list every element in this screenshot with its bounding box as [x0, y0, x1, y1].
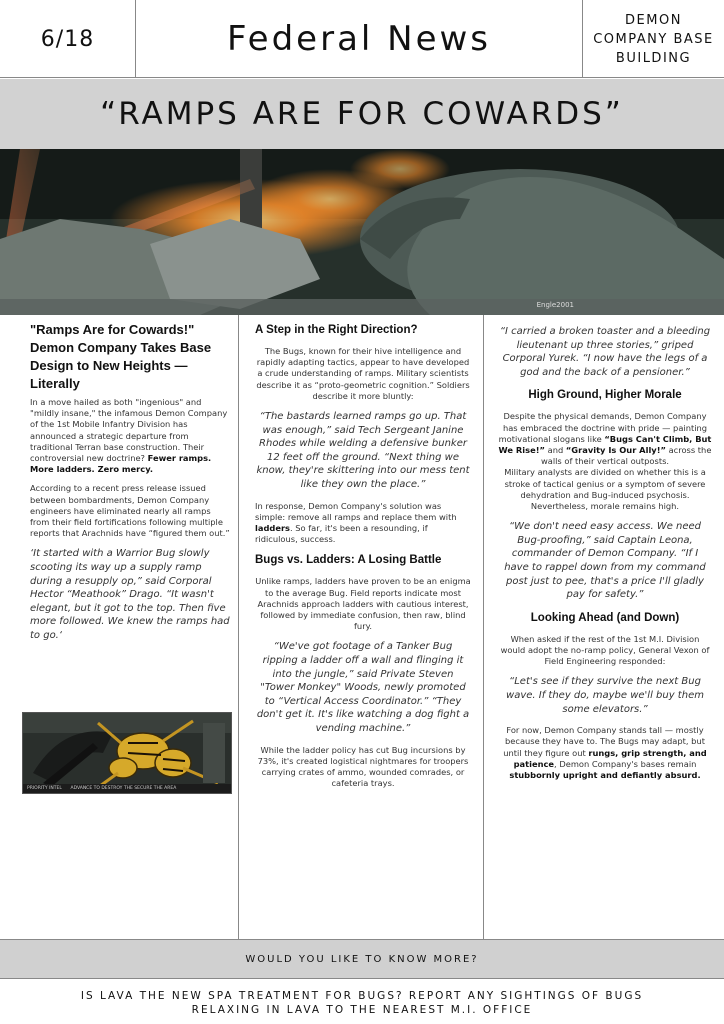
column-3	[484, 315, 724, 939]
slogan: “Gravity Is Our Ally!”	[565, 444, 666, 455]
footer-line: RELAXING IN LAVA TO THE NEAREST M.I. OFFICE	[191, 1004, 533, 1016]
location-line: DEMON	[625, 12, 682, 28]
paragraph: When asked if the rest of the 1st M.I. Division would adopt the no-ramp policy, General Vexon of Field Engineering responded:	[500, 633, 710, 667]
hero-image	[0, 149, 724, 315]
paragraph	[498, 725, 712, 781]
hero-scene-illustration	[0, 149, 724, 315]
caption-left: PRIORITY INTEL	[27, 786, 62, 791]
section-heading: A Step in the Right Direction?	[255, 324, 418, 336]
image-caption	[23, 784, 231, 793]
footer-line: IS LAVA THE NEW SPA TREATMENT FOR BUGS? REPORT ANY SIGHTINGS OF BUGS	[80, 990, 644, 1002]
footer-notice	[0, 982, 724, 1024]
paragraph-text: and	[544, 444, 566, 455]
battle-screenshot-image	[22, 712, 232, 794]
paragraph-text: . So far, it's been a resounding, if ridiculous, success.	[255, 522, 428, 545]
paragraph	[255, 501, 471, 546]
paragraph: The Bugs, known for their hive intelligence and rapidly adapting tactics, appear to have developed a crude understanding of ramps. Military scientists describe it as “proto-geometric cognition.” Soldiers describe it more bluntly:	[256, 346, 470, 401]
pull-quote: “The bastards learned ramps go up. That was enough,” said Tech Sergeant Janine Rhodes while welding a defensive bunker 12 feet off the ground. “Next thing we know, they're skittering into our mess tent like they own the place.”	[256, 411, 470, 490]
main-headline: “RAMPS ARE FOR COWARDS”	[100, 96, 624, 132]
paragraph-emphasis: stubbornly upright and defiantly absurd.	[509, 769, 701, 780]
paragraph-text: In response, Demon Company's solution was simple: remove all ramps and replace them with	[255, 500, 457, 522]
paragraph-emphasis: ladders	[255, 522, 290, 533]
bug-illustration	[23, 713, 232, 794]
paragraph-text: In a move hailed as both "ingenious" and "mildly insane," the infamous Demon Company of the 1st Mobile Infantry Division has announced a strategic departure from traditional Terran base construction. Their controversial new doctrine?	[30, 397, 228, 464]
masthead	[0, 0, 724, 78]
slogan: “Bugs Can't Climb, But We Rise!”	[498, 433, 712, 455]
column-2	[238, 315, 484, 939]
paragraph-text: Military analysts are divided on whether this is a stroke of tactical genius or a symptom of severe dehydration and Bug-induced psychosis. Nevertheless, morale remains high.	[504, 467, 706, 511]
pull-quote: “Let's see if they survive the next Bug wave. If they do, maybe we'll buy them some elevators.”	[506, 676, 704, 715]
publication-title: Federal News	[226, 19, 492, 59]
location-line: COMPANY BASE	[593, 31, 714, 47]
pull-quote: ‘It started with a Warrior Bug slowly scooting its way up a supply ramp during a resupply op,” said Corporal Hector “Meathook” Drago. “It wasn't elegant, but it got to the top. Then five more followed. We knew the ramps had to go.‘	[30, 548, 230, 641]
paragraph-text: For now, Demon Company stands tall — mostly because they have to. The Bugs may adapt, but until they figure out	[503, 725, 705, 758]
paragraph-text: across the walls of their vertical outposts.	[540, 444, 712, 467]
caption-right: ADVANCE TO DESTROY THE SECURE THE AREA	[70, 786, 177, 791]
paragraph	[498, 411, 712, 512]
issue-date: 6/18	[0, 0, 136, 78]
paragraph-emphasis: Fewer ramps. More ladders. Zero mercy.	[30, 453, 212, 475]
paragraph	[30, 397, 230, 475]
section-heading: Bugs vs. Ladders: A Losing Battle	[255, 554, 442, 567]
paragraph: While the ladder policy has cut Bug incursions by 73%, it's created logistical nightmares for troopers carrying crates of ammo, wounded comrades, or cafeteria trays.	[257, 744, 469, 789]
know-more-banner: WOULD YOU LIKE TO KNOW MORE?	[0, 939, 724, 979]
pull-quote: “I carried a broken toaster and a bleeding lieutenant up three stories,” griped Corporal Yurek. “I now have the legs of a god and the back of a pensioner.”	[499, 326, 711, 378]
section-heading: High Ground, Higher Morale	[528, 389, 682, 402]
section-heading: Looking Ahead (and Down)	[530, 611, 680, 624]
paragraph-text: Despite the physical demands, Demon Company has embraced the doctrine with pride — painting motivational slogans like	[498, 411, 708, 444]
paragraph: According to a recent press release issued between bombardments, Demon Company engineers have eliminated nearly all ramps from their field fortifications following multiple reports that Arachnids have “figured them out.”	[30, 483, 230, 539]
pull-quote: “We don't need easy access. We need Bug-proofing,” said Captain Leona, commander of Demon Company. “If I have to rappel down from my command post just to pee, that's a price I'll gladly pay for safety.”	[504, 521, 706, 601]
location-line: BUILDING	[615, 50, 692, 66]
pull-quote: “We've got footage of a Tanker Bug ripping a ladder off a wall and flinging it into the jungle,” said Private Steven "Tower Monkey" Woods, newly promoted to “Vertical Access Coordinator.” “They don't get it. It's like watching a dog fight a vending machine.”	[256, 641, 470, 734]
image-credit: Engle2001	[536, 301, 574, 309]
paragraph: Unlike ramps, ladders have proven to be an enigma to the average Bug. Field reports indicate most Arachnids approach ladders with cautious interest, followed by immediate confusion, then raw, blind fury.	[255, 576, 471, 632]
location-box	[582, 0, 724, 78]
lead-article-title: "Ramps Are for Cowards!" Demon Company Takes Base Design to New Heights — Literally	[30, 322, 212, 391]
paragraph-text: , Demon Company's bases remain	[554, 758, 697, 769]
column-1	[0, 315, 238, 939]
headline-band	[0, 79, 724, 149]
paragraph-emphasis: rungs, grip strength, and patience	[513, 747, 707, 769]
